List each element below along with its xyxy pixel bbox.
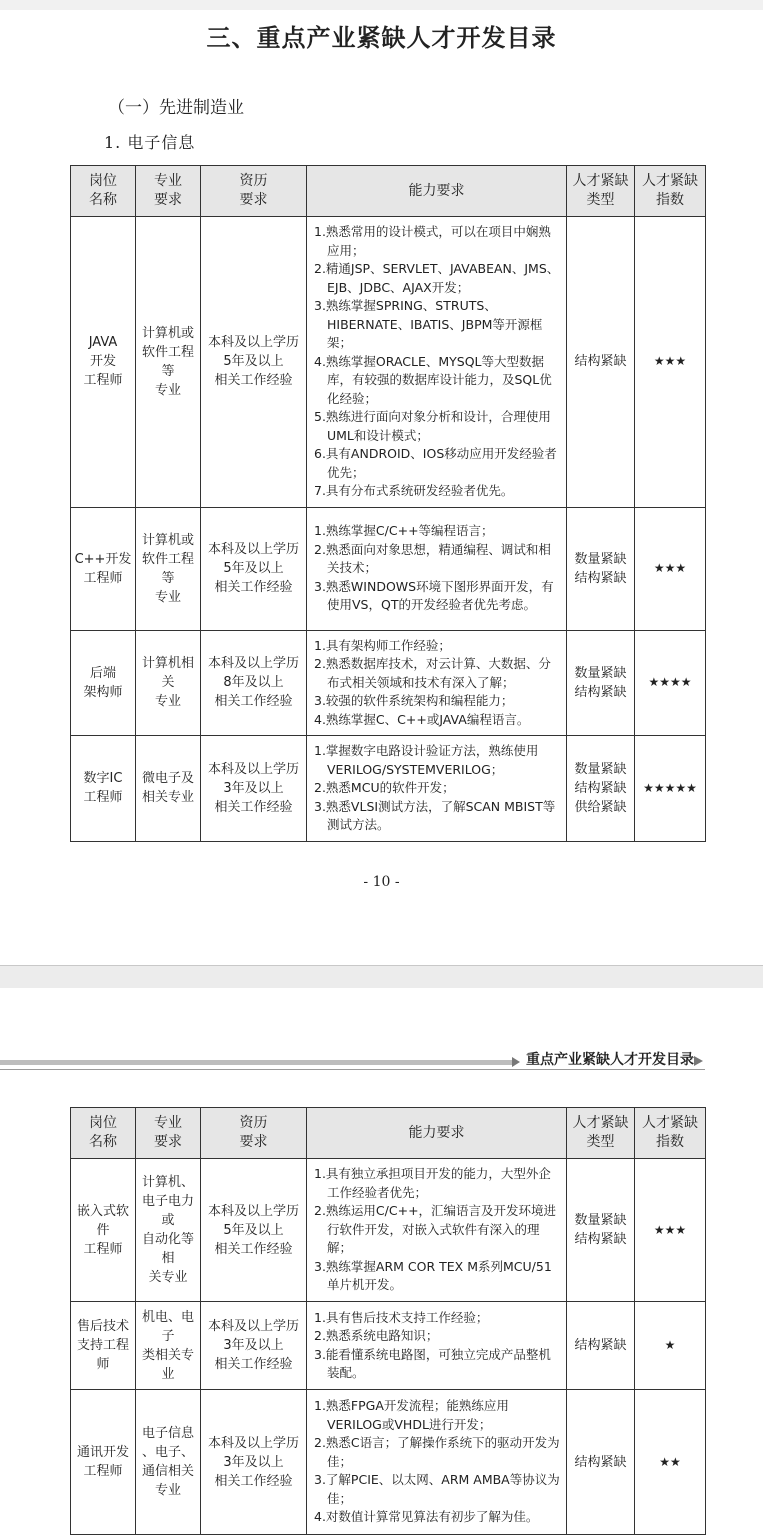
header-shortage-type: 人才紧缺 类型 [567,1108,635,1159]
header-rule [0,1069,705,1070]
header-ability: 能力要求 [307,1108,567,1159]
cell-shortage-type: 结构紧缺 [567,1390,635,1535]
talent-table-1 [70,165,706,842]
rating-stars-icon: ★★★ [653,1222,687,1237]
header-major: 专业 要求 [136,1108,201,1159]
cell-position: 后端 架构师 [71,630,136,736]
table-row [71,1302,706,1390]
header-triangle-left-icon [512,1057,520,1067]
running-header [0,1052,705,1066]
cell-shortage-index [635,1159,706,1302]
rating-stars-icon: ★ [664,1338,676,1352]
table-header-row [71,166,706,217]
table-row [71,1159,706,1302]
cell-experience: 本科及以上学历 3年及以上 相关工作经验 [201,1390,307,1535]
cell-requirements: 1.熟练掌握C/C++等编程语言； 2.熟悉面向对象思想，精通编程、调试和相关技术； 3.熟悉WINDOWS环境下图形界面开发，有使用VS，QT的开发经验者优先考虑。 [307,507,567,630]
cell-requirements: 1.熟悉常用的设计模式，可以在项目中娴熟应用； 2.精通JSP、SERVLET、JAVABEAN、JMS、EJB、JDBC、AJAX开发； 3.熟练掌握SPRING、STRUTS、HIBERNATE、IBATIS、JBPM等开源框架； 4.熟练掌握ORACLE、MYSQL等大型数据库，有较强的数据库设计能力，及SQL优化经验； 5.熟练进行面向对象分析和设计，合理使用UML和设计模式； 6.具有ANDROID、IOS移动应用开发经验者优先； 7.具有分布式系统研发经验者优先。 [307,217,567,508]
header-shortage-type: 人才紧缺 类型 [567,166,635,217]
cell-shortage-type: 结构紧缺 [567,217,635,508]
cell-shortage-index [635,736,706,842]
cell-shortage-type: 数量紧缺 结构紧缺 [567,507,635,630]
running-header-text: 重点产业紧缺人才开发目录 [526,1052,694,1068]
header-position: 岗位 名称 [71,166,136,217]
cell-shortage-index [635,217,706,508]
header-triangle-right-icon [694,1056,703,1066]
cell-shortage-type: 数量紧缺 结构紧缺 [567,630,635,736]
cell-shortage-type: 结构紧缺 [567,1302,635,1390]
cell-shortage-type: 数量紧缺 结构紧缺 [567,1159,635,1302]
cell-shortage-index [635,630,706,736]
section-title: （一）先进制造业 [108,98,244,118]
talent-table-2 [70,1107,706,1535]
rating-stars-icon: ★★★★ [648,675,692,690]
cell-requirements: 1.具有独立承担项目开发的能力，大型外企工作经验者优先； 2.熟练运用C/C++，汇编语言及开发环境进行软件开发，对嵌入式软件有深入的理解； 3.熟练掌握ARM COR TEX M系列MCU/51单片机开发。 [307,1159,567,1302]
page-separator [0,965,763,989]
cell-position: C++开发 工程师 [71,507,136,630]
page-number: - 10 - [363,874,400,890]
rating-stars-icon: ★★★ [653,354,687,369]
cell-position: 嵌入式软件 工程师 [71,1159,136,1302]
cell-major: 计算机或 软件工程等 专业 [136,507,201,630]
cell-requirements: 1.具有架构师工作经验； 2.熟悉数据库技术，对云计算、大数据、分布式相关领域和技术有深入了解； 3.较强的软件系统架构和编程能力； 4.熟练掌握C、C++或JAVA编程语言。 [307,630,567,736]
cell-major: 计算机或 软件工程等 专业 [136,217,201,508]
header-shortage-index: 人才紧缺 指数 [635,1108,706,1159]
cell-position: 售后技术 支持工程 师 [71,1302,136,1390]
cell-position: 通讯开发 工程师 [71,1390,136,1535]
page-title: 三、重点产业紧缺人才开发目录 [206,24,557,52]
cell-major: 机电、电子 类相关专业 [136,1302,201,1390]
cell-shortage-index [635,507,706,630]
rating-stars-icon: ★★ [659,1454,681,1469]
table-row [71,736,706,842]
cell-requirements: 1.熟悉FPGA开发流程；能熟练应用VERILOG或VHDL进行开发； 2.熟悉C语言；了解操作系统下的驱动开发为佳； 3.了解PCIE、以太网、ARM AMBA等协议为佳； 4.对数值计算常见算法有初步了解为佳。 [307,1390,567,1535]
cell-experience: 本科及以上学历 8年及以上 相关工作经验 [201,630,307,736]
cell-experience: 本科及以上学历 5年及以上 相关工作经验 [201,507,307,630]
cell-experience: 本科及以上学历 5年及以上 相关工作经验 [201,1159,307,1302]
cell-experience: 本科及以上学历 5年及以上 相关工作经验 [201,217,307,508]
table-row [71,630,706,736]
rating-stars-icon: ★★★ [653,561,687,575]
subsection-title: 1. 电子信息 [104,133,196,152]
table-row [71,507,706,630]
page-top-band [0,0,763,10]
cell-experience: 本科及以上学历 3年及以上 相关工作经验 [201,1302,307,1390]
cell-shortage-type: 数量紧缺 结构紧缺 供给紧缺 [567,736,635,842]
rating-stars-icon: ★★★★★ [643,780,697,795]
header-major: 专业 要求 [136,166,201,217]
cell-shortage-index [635,1390,706,1535]
cell-position: 数字IC 工程师 [71,736,136,842]
table-row [71,1390,706,1535]
cell-major: 微电子及 相关专业 [136,736,201,842]
header-shortage-index: 人才紧缺 指数 [635,166,706,217]
cell-requirements: 1.具有售后技术支持工作经验； 2.熟悉系统电路知识； 3.能看懂系统电路图，可独立完成产品整机装配。 [307,1302,567,1390]
cell-major: 计算机、 电子电力或 自动化等相 关专业 [136,1159,201,1302]
cell-shortage-index [635,1302,706,1390]
header-ability: 能力要求 [307,166,567,217]
cell-requirements: 1.掌握数字电路设计验证方法，熟练使用VERILOG/SYSTEMVERILOG； 2.熟悉MCU的软件开发； 3.熟悉VLSI测试方法，了解SCAN MBIST等测试方法。 [307,736,567,842]
cell-major: 电子信息 、电子、 通信相关 专业 [136,1390,201,1535]
header-experience: 资历 要求 [201,1108,307,1159]
header-experience: 资历 要求 [201,166,307,217]
table-row [71,217,706,508]
cell-position: JAVA 开发 工程师 [71,217,136,508]
cell-experience: 本科及以上学历 3年及以上 相关工作经验 [201,736,307,842]
table-header-row [71,1108,706,1159]
header-bar [0,1060,512,1065]
header-position: 岗位 名称 [71,1108,136,1159]
cell-major: 计算机相关 专业 [136,630,201,736]
